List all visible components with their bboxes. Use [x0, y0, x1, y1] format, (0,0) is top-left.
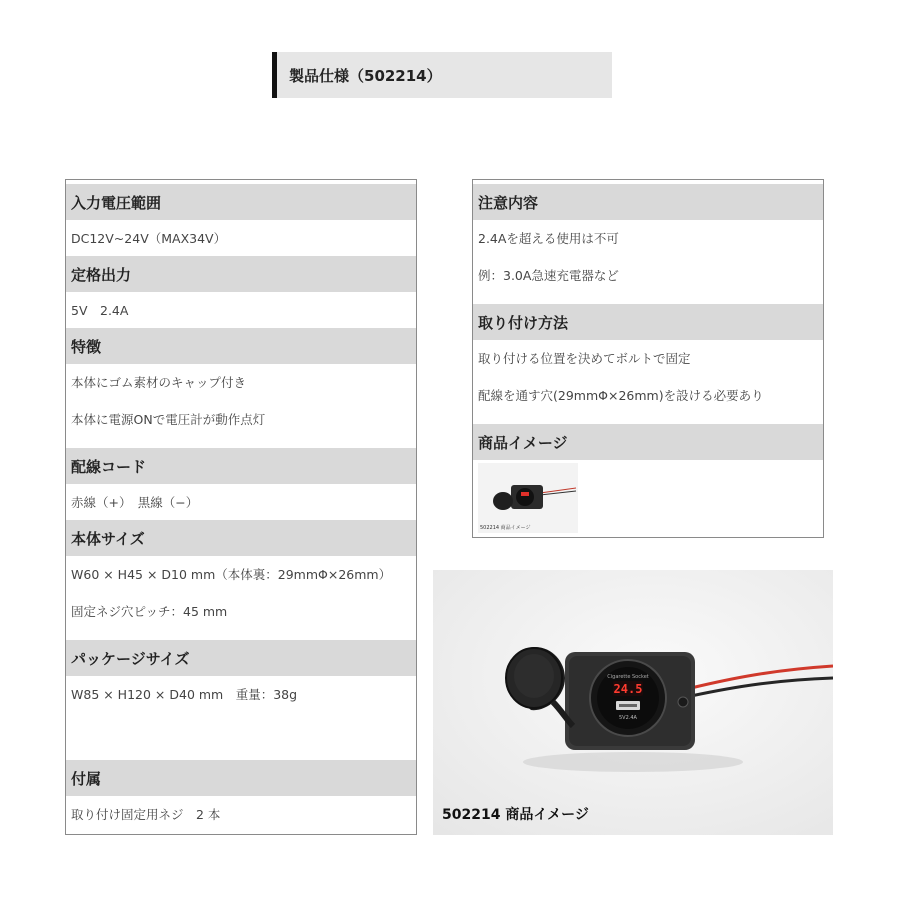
- thumbnail-caption: 502214 商品イメージ: [480, 525, 531, 531]
- spec-value: DC12V~24V（MAX34V）: [71, 231, 227, 246]
- section-heading-product-image: 商品イメージ: [473, 424, 823, 460]
- spec-value: 配線を通す穴(29mmΦ×26mm)を設ける必要あり: [478, 388, 764, 403]
- spec-value: 固定ネジ穴ピッチ：45 mm: [71, 604, 228, 619]
- product-photo: [433, 570, 833, 835]
- photo-caption: 502214 商品イメージ: [442, 807, 589, 823]
- svg-text:Cigarette Socket: Cigarette Socket: [607, 674, 649, 680]
- spec-value: 取り付ける位置を決めてボルトで固定: [478, 351, 691, 366]
- spec-value: 5V 2.4A: [71, 303, 129, 318]
- section-heading-rated-output: 定格出力: [66, 256, 416, 292]
- section-heading-body-size: 本体サイズ: [66, 520, 416, 556]
- spec-value: 赤線（+） 黒線（−）: [71, 495, 199, 510]
- usb-charger-illustration: [433, 570, 833, 835]
- spec-value: 本体に電源ONで電圧計が動作点灯: [71, 412, 266, 427]
- spec-value: 例：3.0A急速充電器など: [478, 268, 619, 283]
- spec-value: W60 × H45 × D10 mm（本体裏：29mmΦ×26mm）: [71, 567, 392, 582]
- page-title: 製品仕様（502214）: [272, 52, 612, 98]
- section-heading-installation: 取り付け方法: [473, 304, 823, 340]
- spec-value: 取り付け固定用ネジ 2 本: [71, 807, 221, 822]
- section-heading-input-voltage: 入力電圧範囲: [66, 184, 416, 220]
- section-heading-package-size: パッケージサイズ: [66, 640, 416, 676]
- product-thumbnail-image: [478, 463, 578, 533]
- product-thumbnail[interactable]: [478, 463, 578, 533]
- spec-table-left: [65, 179, 417, 835]
- spec-value: 本体にゴム素材のキャップ付き: [71, 375, 247, 390]
- section-heading-cautions: 注意内容: [473, 184, 823, 220]
- section-heading-features: 特徴: [66, 328, 416, 364]
- section-heading-accessories: 付属: [66, 760, 416, 796]
- voltage-display: 24.5: [613, 682, 643, 696]
- spec-table-right: [472, 179, 824, 538]
- spec-value: W85 × H120 × D40 mm 重量：38g: [71, 687, 298, 702]
- section-heading-wiring: 配線コード: [66, 448, 416, 484]
- port-label: 5V2.4A: [619, 715, 637, 721]
- spec-value: 2.4Aを超える使用は不可: [478, 231, 619, 246]
